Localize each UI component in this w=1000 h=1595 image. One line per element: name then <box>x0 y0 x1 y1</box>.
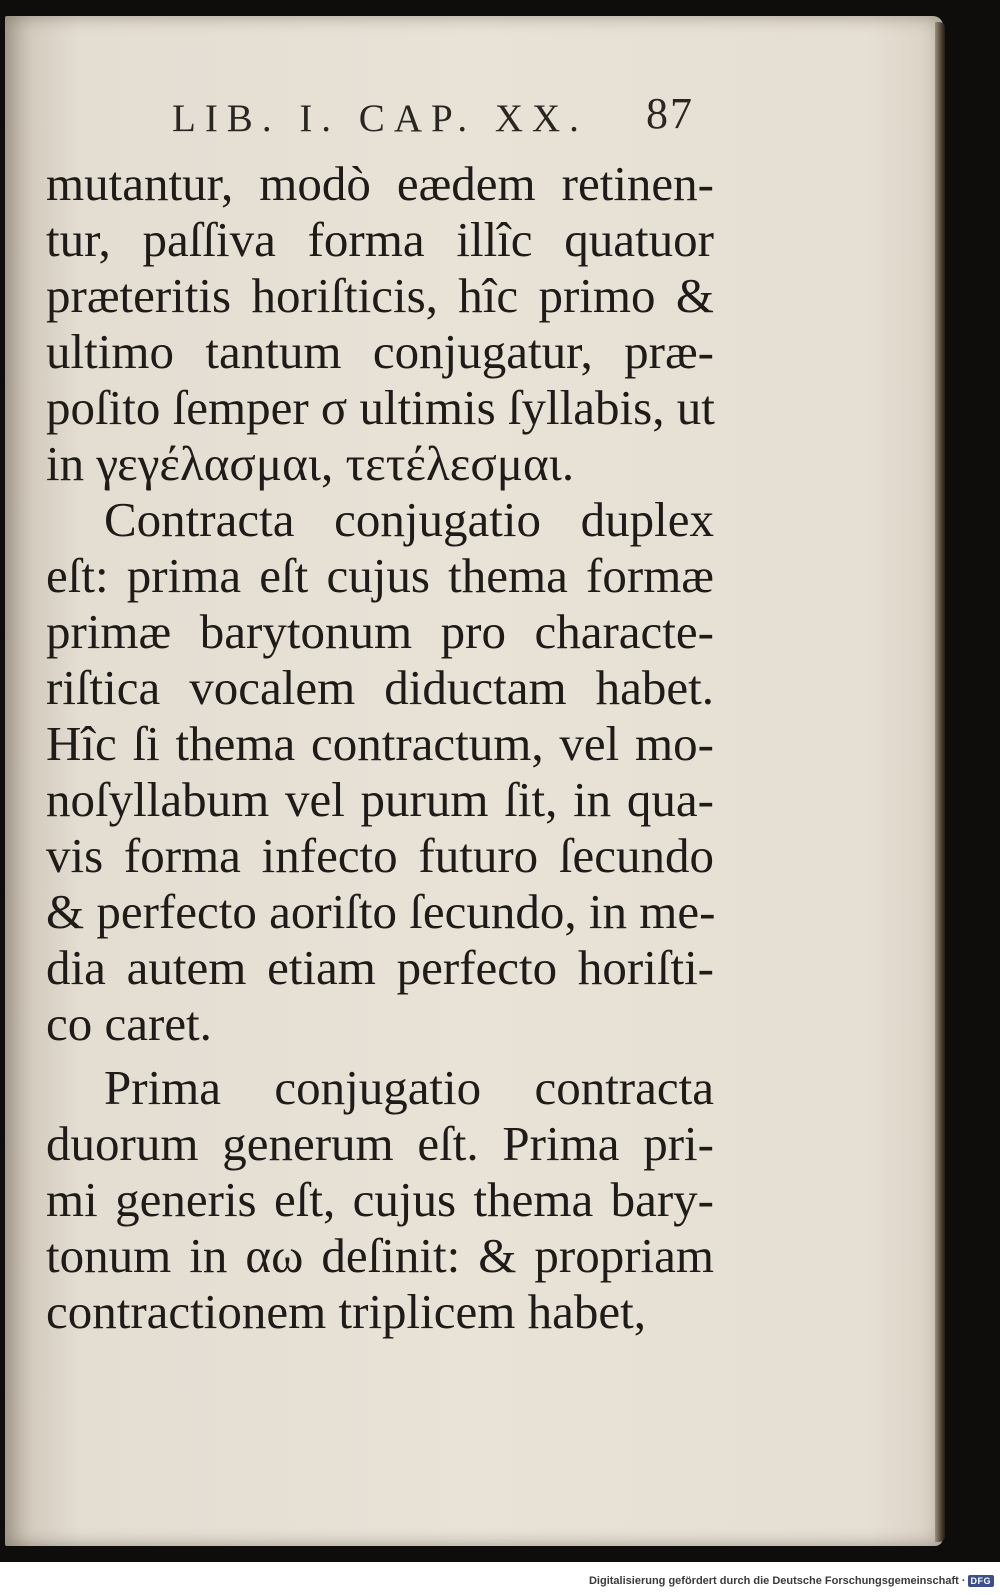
page-edge <box>935 22 945 1542</box>
digitization-credit <box>589 1572 994 1590</box>
text-line: duorum generum eſt. Prima pri- <box>46 1116 714 1171</box>
text-line: contractionem triplicem habet, <box>46 1284 647 1339</box>
text-line: Prima conjugatio contracta <box>104 1060 714 1115</box>
text-line: & perfecto aoriſto ſecundo, in me- <box>46 884 716 939</box>
text-line: dia autem etiam perfecto horiſti- <box>46 940 714 995</box>
body-text <box>46 156 714 1340</box>
text-line: Contracta conjugatio duplex <box>104 492 714 547</box>
text-line: eſt: prima eſt cujus thema formæ <box>46 548 714 603</box>
text-line: primæ barytonum pro characte- <box>46 604 714 659</box>
text-line: tur, paſſiva forma illîc quatuor <box>46 212 714 267</box>
text-line: riſtica vocalem diductam habet. <box>46 660 714 715</box>
text-line: poſito ſemper σ ultimis ſyllabis, ut <box>46 380 715 435</box>
text-line: noſyllabum vel purum ſit, in qua- <box>46 772 714 827</box>
dfg-logo: DFG <box>968 1575 995 1587</box>
text-line: ultimo tantum conjugatur, præ- <box>46 324 714 379</box>
text-line: tonum in αω deſinit: & propriam <box>46 1228 714 1283</box>
page-number: 87 <box>646 89 694 138</box>
text-line: co caret. <box>46 996 212 1051</box>
text-line: præteritis horiſticis, hîc primo & <box>46 268 714 323</box>
text-line: Hîc ſi thema contractum, vel mo- <box>46 716 714 771</box>
credit-text: Digitalisierung gefördert durch die Deutsche Forschungsgemeinschaft · <box>588 1575 966 1587</box>
ink-offset-smudge <box>440 1370 560 1420</box>
text-line: vis forma infecto futuro ſecundo <box>46 828 714 883</box>
text-line: in γεγέλασμαι, τετέλεσμαι. <box>46 436 575 491</box>
text-line: mutantur, modò eædem retinen- <box>46 156 714 211</box>
running-head <box>172 89 702 156</box>
chapter-heading: LIB. I. CAP. XX. <box>172 97 588 140</box>
text-line: mi generis eſt, cujus thema bary- <box>46 1172 714 1227</box>
